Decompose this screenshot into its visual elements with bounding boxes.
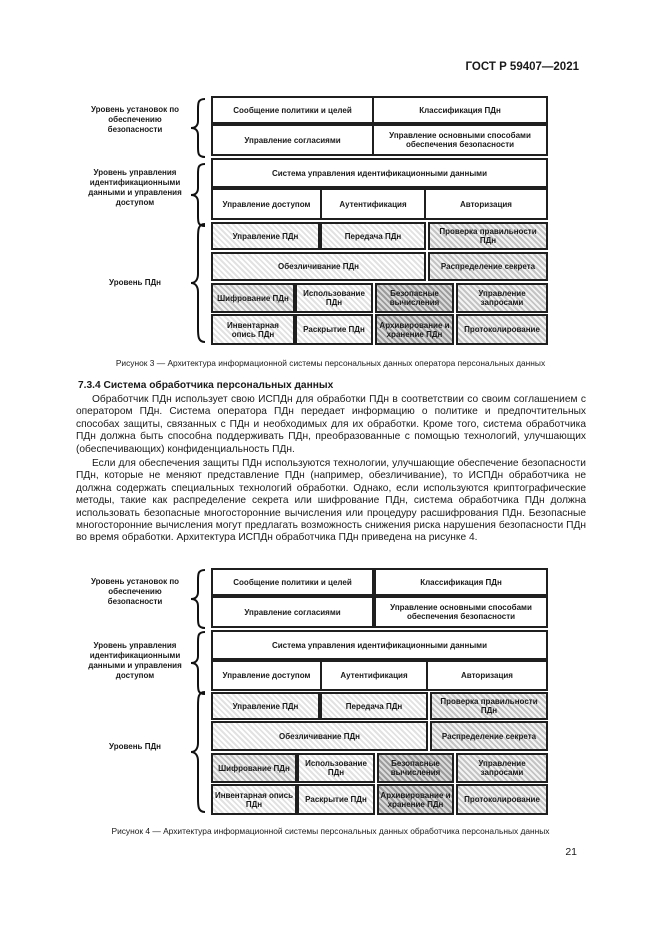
box-security-mgmt: Управление основными способами обеспечения безопасности [372,124,548,156]
paragraph-1: Обработчик ПДн использует свою ИСПДн для обработки ПДн в соответствии со своим соглашением с оператором ПДн. Система оператора ПДн передает информацию о политике и предпочтительных способах защиты, связанных с ПДн и необходимых для их обработки. Кроме того, система обработчика ПДн должна быть способна поддерживать ПДн, преобразованные с помощью технологий, улучшающих (обеспечивающих) конфиденциальность ПДн. [76,394,586,455]
box-authorization: Авторизация [424,188,548,220]
figure-3 [0,0,661,350]
section-title: 7.3.4 Система обработчика персональных данных [78,380,334,391]
level-policy-label: Уровень установок по обеспечению безопасности [90,577,180,606]
box-depersonalization: Обезличивание ПДн [211,721,428,751]
box-consent: Управление согласиями [211,596,374,628]
box-identity-system: Система управления идентификационными данными [211,630,548,660]
box-pd-encryption: Шифрование ПДн [211,753,297,783]
box-authorization: Авторизация [426,660,548,691]
box-authentication: Аутентификация [320,188,426,220]
box-secure-computation: Безопасные вычисления [375,283,454,313]
box-policy-notice: Сообщение политики и целей [211,568,374,596]
box-pd-validation: Проверка правильности ПДн [428,222,548,250]
level-identity-label: Уровень управления идентификационными данными и управления доступом [88,168,182,207]
box-pd-transfer: Передача ПДн [320,692,428,720]
box-pd-usage: Использование ПДн [297,753,375,783]
box-access-control: Управление доступом [211,660,322,691]
box-classification: Классификация ПДн [372,96,548,124]
brace-pd [188,690,208,814]
brace-pd [188,222,208,344]
box-query-management: Управление запросами [456,283,548,313]
level-identity-label: Уровень управления идентификационными данными и управления доступом [88,641,182,680]
box-pd-transfer: Передача ПДн [320,222,426,250]
box-logging: Протоколирование [456,314,548,345]
box-pd-validation: Проверка правильности ПДн [430,692,548,720]
box-pd-usage: Использование ПДн [295,283,373,313]
box-pd-management: Управление ПДн [211,692,320,720]
box-pd-disclosure: Раскрытие ПДн [295,314,373,345]
box-access-control: Управление доступом [211,188,322,220]
box-query-management: Управление запросами [456,753,548,783]
box-identity-system: Система управления идентификационными данными [211,158,548,188]
level-pd-label: Уровень ПДн [109,742,161,751]
figure-4-caption: Рисунок 4 — Архитектура информационной системы персональных данных обработчика персональных данных [111,826,550,836]
box-security-mgmt: Управление основными способами обеспечения безопасности [374,596,548,628]
box-classification: Классификация ПДн [374,568,548,596]
document-header: ГОСТ Р 59407—2021 [465,61,579,73]
brace-identity [188,162,208,228]
brace-policy [188,568,208,630]
box-inventory: Инвентарная опись ПДн [211,784,297,815]
box-pd-disclosure: Раскрытие ПДн [297,784,375,815]
box-policy-notice: Сообщение политики и целей [211,96,374,124]
brace-policy [188,97,208,159]
paragraph-2: Если для обеспечения защиты ПДн используются технологии, улучшающие обеспечение безопасности ПДн, которые не меняют представление ПДн (например, обезличивание), то ИСПДн обработчика не должна содержать специальных технологий обработки. Однако, если используются криптографические методы, такие как распределение секрета или шифрование ПДн, система обработчика ПДн должна использовать безопасные многосторонние вычисления или процедуру расшифрования ПДн. Безопасные многосторонние вычисления могут предлагать возможность снижения риска нарушения безопасности ПДн во время обработки. Архитектура ИСПДн обработчика ПДн приведена на рисунке 4. [76,458,586,544]
box-secure-computation: Безопасные вычисления [377,753,454,783]
level-pd-label: Уровень ПДн [109,278,161,287]
box-consent: Управление согласиями [211,124,374,156]
level-policy-label: Уровень установок по обеспечению безопасности [90,105,180,134]
box-pd-management: Управление ПДн [211,222,320,250]
figure-3-caption: Рисунок 3 — Архитектура информационной системы персональных данных оператора персональных данных [115,358,546,368]
box-archiving: Архивирование и хранение ПДн [377,784,454,815]
box-depersonalization: Обезличивание ПДн [211,252,426,281]
box-logging: Протоколирование [456,784,548,815]
box-authentication: Аутентификация [320,660,428,691]
box-pd-encryption: Шифрование ПДн [211,283,295,313]
box-archiving: Архивирование и хранение ПДн [375,314,454,345]
box-inventory: Инвентарная опись ПДн [211,314,295,345]
box-secret-sharing: Распределение секрета [430,721,548,751]
page-number: 21 [565,846,577,858]
brace-identity [188,630,208,696]
box-secret-sharing: Распределение секрета [428,252,548,281]
